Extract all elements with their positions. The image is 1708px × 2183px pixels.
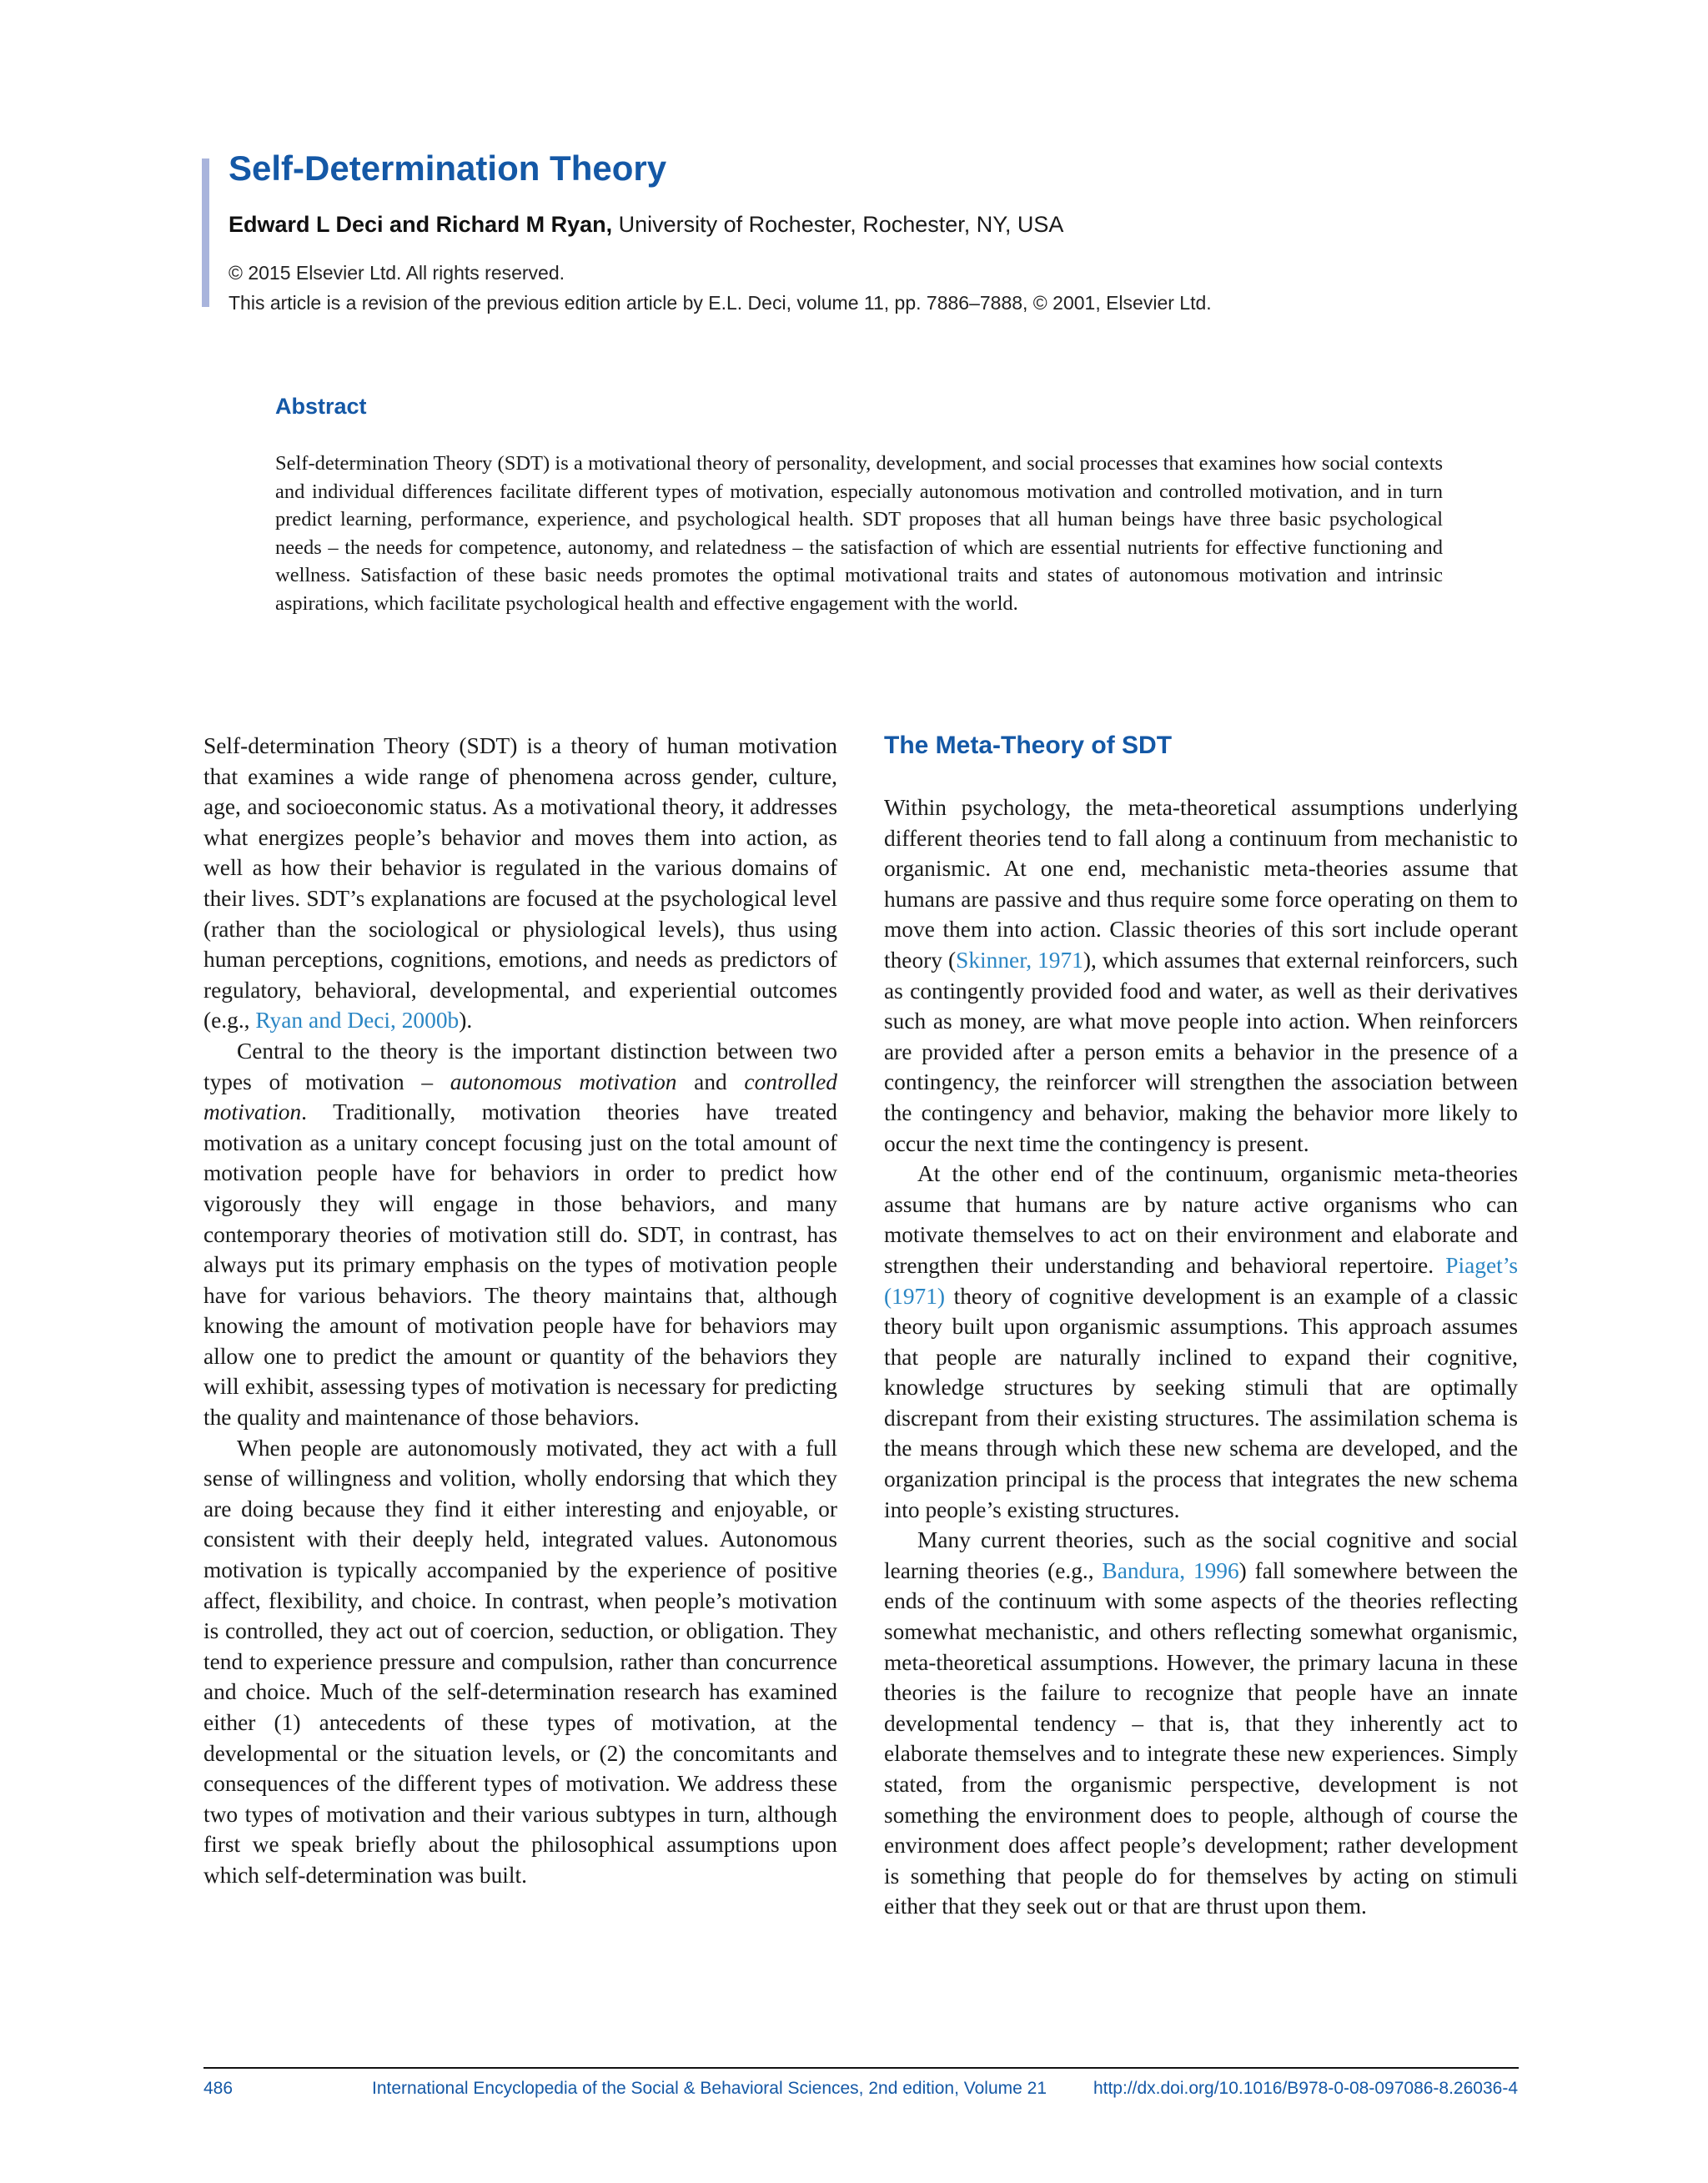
citation-link[interactable]: Skinner, 1971 xyxy=(956,947,1083,973)
text-run: . Traditionally, motivation theories have treated motivation as a unitary concept focusing just on the total amount of motivation people have for behaviors in order to predict how vigorously they will engage in those behaviors, and many contemporary theories of motivation still do. SDT, in contrast, has always put its primary emphasis on the types of motivation people have for various behaviors. The theory maintains that, although knowing the amount of motivation people have for behaviors may allow one to predict the amount or quantity of the behaviors they will exhibit, assessing types of motivation is necessary for predicting the quality and maintenance of those behaviors. xyxy=(203,1099,837,1431)
text-run: Within psychology, the meta-theoretical assumptions underlying different theories tend to fall along a continuum from mechanistic to organismic. At one end, mechanistic meta-theories assume that humans are passive and thus require some force operating on them to move them into action. Classic theories of this sort include operant theory ( xyxy=(884,795,1518,973)
author-names: Edward L Deci and Richard M Ryan, xyxy=(229,212,613,237)
abstract-text: Self-determination Theory (SDT) is a motivational theory of personality, development, and social processes that examines how social contexts and individual differences facilitate different types of motivation, especially autonomous motivation and controlled motivation, and in turn predict learning, performance, experience, and psychological health. SDT proposes that all human beings have three basic psychological needs – the needs for competence, autonomy, and relatedness – the satisfaction of which are essential nutrients for effective functioning and wellness. Satisfaction of these basic needs promotes the optimal motivational traits and states of autonomous motivation and intrinsic aspirations, which facilitate psychological health and effective engagement with the world. xyxy=(275,452,1443,615)
article-title: Self-Determination Theory xyxy=(229,148,667,188)
citation-link[interactable]: Bandura, 1996 xyxy=(1102,1557,1239,1583)
body-paragraph xyxy=(884,1525,1518,1922)
citation-link[interactable]: Piaget’s (1971) xyxy=(884,1252,1518,1309)
emphasis-term: controlled motivation xyxy=(203,1069,837,1125)
right-column xyxy=(884,731,1518,1922)
text-run: Central to the theory is the important distinction between two types of motivation – xyxy=(203,1038,837,1094)
left-column xyxy=(203,731,837,1891)
text-run: At the other end of the continuum, organismic meta-theories assume that humans are by nature active organisms who can motivate themselves to act on their environment and elaborate and strengthen their understanding and behavioral repertoire. xyxy=(884,1161,1518,1278)
author-line xyxy=(229,212,1063,238)
text-run: ) fall somewhere between the ends of the continuum with some aspects of the theories reflecting somewhat mechanistic, and others reflecting somewhat organismic, meta-theoretical assumptions. However, the primary lacuna in these theories is the failure to recognize that people have an innate developmental tendency – that is, that they inherently act to elaborate themselves and to integrate these new experiences. Simply stated, from the organismic perspective, development is not something the environment does to people, although of course the environment does affect people’s development; rather development is something that people do for themselves by acting on stimuli either that they seek out or that are thrust upon them. xyxy=(884,1557,1518,1919)
revision-note: This article is a revision of the previous edition article by E.L. Deci, volume 11, pp. 7886–7888, © 2001, Elsevier Ltd. xyxy=(229,292,1212,314)
abstract-heading: Abstract xyxy=(275,394,367,419)
header-accent-bar xyxy=(202,158,209,307)
text-run: theory of cognitive development is an example of a classic theory built upon organismic assumptions. This approach assumes that people are naturally inclined to expand their cognitive, knowledge structures by seeking stimuli that are optimally discrepant from their existing structures. The assimilation schema is the means through which these new schema are developed, and the organization principal is the process that integrates the new schema into people’s existing structures. xyxy=(884,1283,1518,1522)
footer-source: International Encyclopedia of the Social & Behavioral Sciences, 2nd edition, Volume 21 xyxy=(372,2079,1047,2098)
text-run: and xyxy=(676,1069,745,1094)
body-paragraph xyxy=(203,731,837,1036)
text-run: Many current theories, such as the social cognitive and social learning theories (e.g., xyxy=(884,1527,1518,1583)
emphasis-term: autonomous motivation xyxy=(450,1069,677,1094)
body-paragraph: When people are autonomously motivated, they act with a full sense of willingness and volition, wholly endorsing that which they are doing because they find it either interesting and enjoyable, or consistent with their deeply held, integrated values. Autonomous motivation is typically accompanied by the experience of positive affect, flexibility, and choice. In contrast, when people’s motivation is controlled, they act out of coercion, seduction, or obligation. They tend to experience pressure and compulsion, rather than concurrence and choice. Much of the self-determination research has examined either (1) antecedents of these types of motivation, at the developmental or the situation levels, or (2) the concomitants and consequences of the different types of motivation. We address these two types of motivation and their various subtypes in turn, although first we speak briefly about the philosophical assumptions upon which self-determination was built. xyxy=(203,1435,837,1888)
text-run: ). xyxy=(459,1008,473,1034)
copyright-line: © 2015 Elsevier Ltd. All rights reserved. xyxy=(229,262,565,284)
page-number: 486 xyxy=(203,2079,234,2098)
section-heading: The Meta-Theory of SDT xyxy=(884,732,1173,759)
footer-divider xyxy=(203,2067,1519,2069)
body-paragraph xyxy=(884,792,1518,1159)
text-run: Self-determination Theory (SDT) is a theory of human motivation that examines a wide range of phenomena across gender, culture, age, and socioeconomic status. As a motivational theory, it addresses what energizes people’s behavior and moves them into action, as well as how their behavior is regulated in the various domains of their lives. SDT’s explanations are focused at the psychological level (rather than the sociological or physiological levels), thus using human perceptions, cognitions, emotions, and needs as predictors of regulatory, behavioral, developmental, and experiential outcomes (e.g., xyxy=(203,733,837,1034)
author-affiliation: University of Rochester, Rochester, NY, USA xyxy=(618,212,1064,237)
text-run: ), which assumes that external reinforcers, such as contingently provided food and water, as well as their derivatives such as money, are what move people into action. When reinforcers are provided after a person emits a behavior in the presence of a contingency, the reinforcer will strengthen the association between the contingency and behavior, making the behavior more likely to occur the next time the contingency is present. xyxy=(884,947,1518,1156)
citation-link[interactable]: Ryan and Deci, 2000b xyxy=(255,1008,460,1034)
body-paragraph xyxy=(203,1036,837,1433)
body-paragraph xyxy=(884,1159,1518,1525)
doi-link[interactable]: http://dx.doi.org/10.1016/B978-0-08-097086-8.26036-4 xyxy=(1093,2079,1518,2098)
